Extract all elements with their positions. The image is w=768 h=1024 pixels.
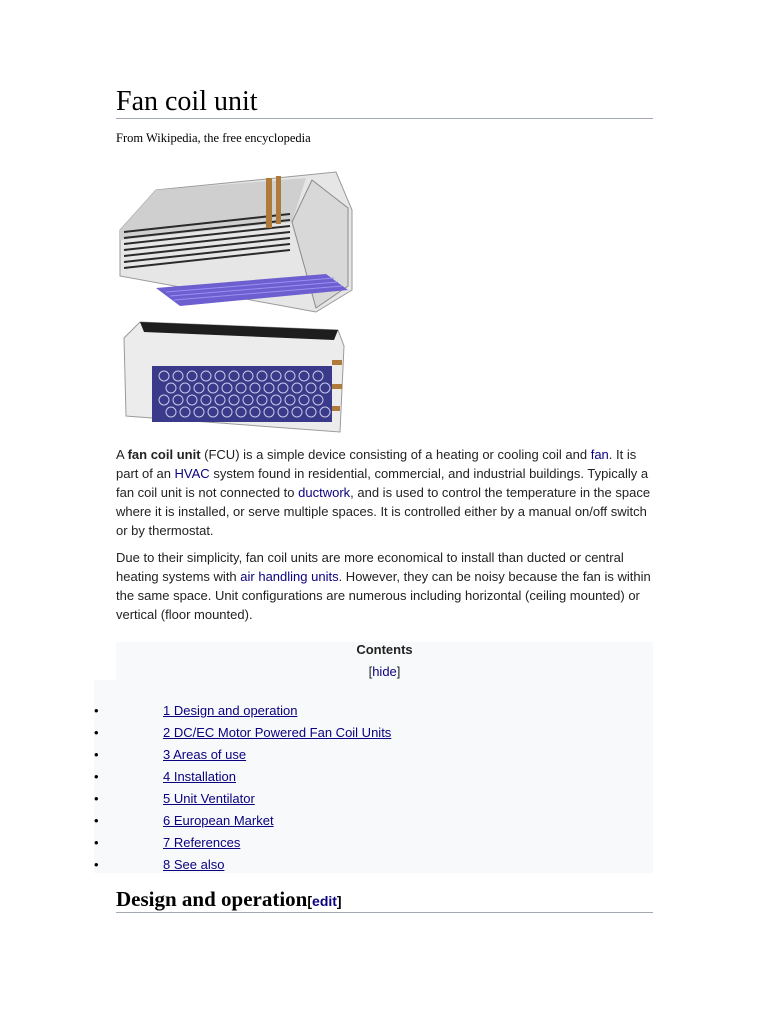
toc-item [94,833,653,855]
fan-coil-unit-photo-icon[interactable] [116,170,356,436]
edit-bracket: ] [336,893,342,909]
bullet-icon: • [94,703,99,718]
intro-text: . It is part of an [116,447,637,481]
bullet-icon: • [94,769,99,784]
toc-title: Contents [356,642,413,657]
section-header [116,886,653,913]
link-ductwork[interactable]: ductwork [298,485,351,500]
intro-text: system found in residential, commercial, and industrial buildings. Typically a fan coil unit is not connected to [116,466,649,500]
intro-text: (FCU) is a simple device consisting of a heating or cooling coil and [200,447,591,462]
site-tagline: From Wikipedia, the free encyclopedia [116,131,311,145]
intro-paragraph [116,445,653,540]
bullet-icon: • [94,835,99,850]
intro-text: , and is used to control the temperature in the space where it is installed, or serve multiple spaces. It is controlled either by a manual on/off switch or by thermostat. [116,485,651,538]
bullet-icon: • [94,791,99,806]
toc-item [94,701,653,723]
toc-item [94,811,653,833]
bullet-icon: • [94,725,99,740]
link-air-handling-units[interactable]: air handling units [240,569,339,584]
bullet-icon: • [94,813,99,828]
paragraph-text: Due to their simplicity, fan coil units are more economical to install than ducted or central heating systems with [116,550,624,584]
body-paragraph [116,548,653,624]
toc-bracket: ] [396,664,401,679]
link-hvac[interactable]: HVAC [174,466,210,481]
toc-link[interactable]: 6 European Market [163,813,274,828]
toc-item [94,855,653,877]
toc-link[interactable]: 5 Unit Ventilator [163,791,255,806]
toc-list [94,701,653,877]
toc-link[interactable]: 2 DC/EC Motor Powered Fan Coil Units [163,725,392,740]
bullet-icon: • [94,747,99,762]
toc-item [94,723,653,745]
toc-item [94,789,653,811]
toc-link[interactable]: 8 See also [163,857,225,872]
intro-text: A [116,447,128,462]
toc-link[interactable]: 1 Design and operation [163,703,298,718]
bullet-icon: • [94,857,99,872]
page-title: Fan coil unit [116,86,653,119]
edit-link[interactable]: edit [312,893,337,909]
toc-toggle [116,664,653,680]
paragraph-text: . However, they can be noisy because the fan is within the same space. Unit configurations are numerous including horizontal (ceiling mounted) or vertical (floor mounted). [116,569,651,622]
toc-bracket: [ [368,664,373,679]
edit-bracket: [ [307,893,313,909]
toc-hide-link[interactable]: hide [372,664,397,679]
toc-link[interactable]: 3 Areas of use [163,747,247,762]
intro-bold-term: fan coil unit [127,447,201,462]
article-body [116,86,653,624]
toc-link[interactable]: 7 References [163,835,241,850]
section-heading: Design and operation [116,887,308,911]
toc-item [94,767,653,789]
toc-link[interactable]: 4 Installation [163,769,236,784]
toc-item [94,745,653,767]
link-fan[interactable]: fan [590,447,609,462]
section-edit [307,893,341,909]
